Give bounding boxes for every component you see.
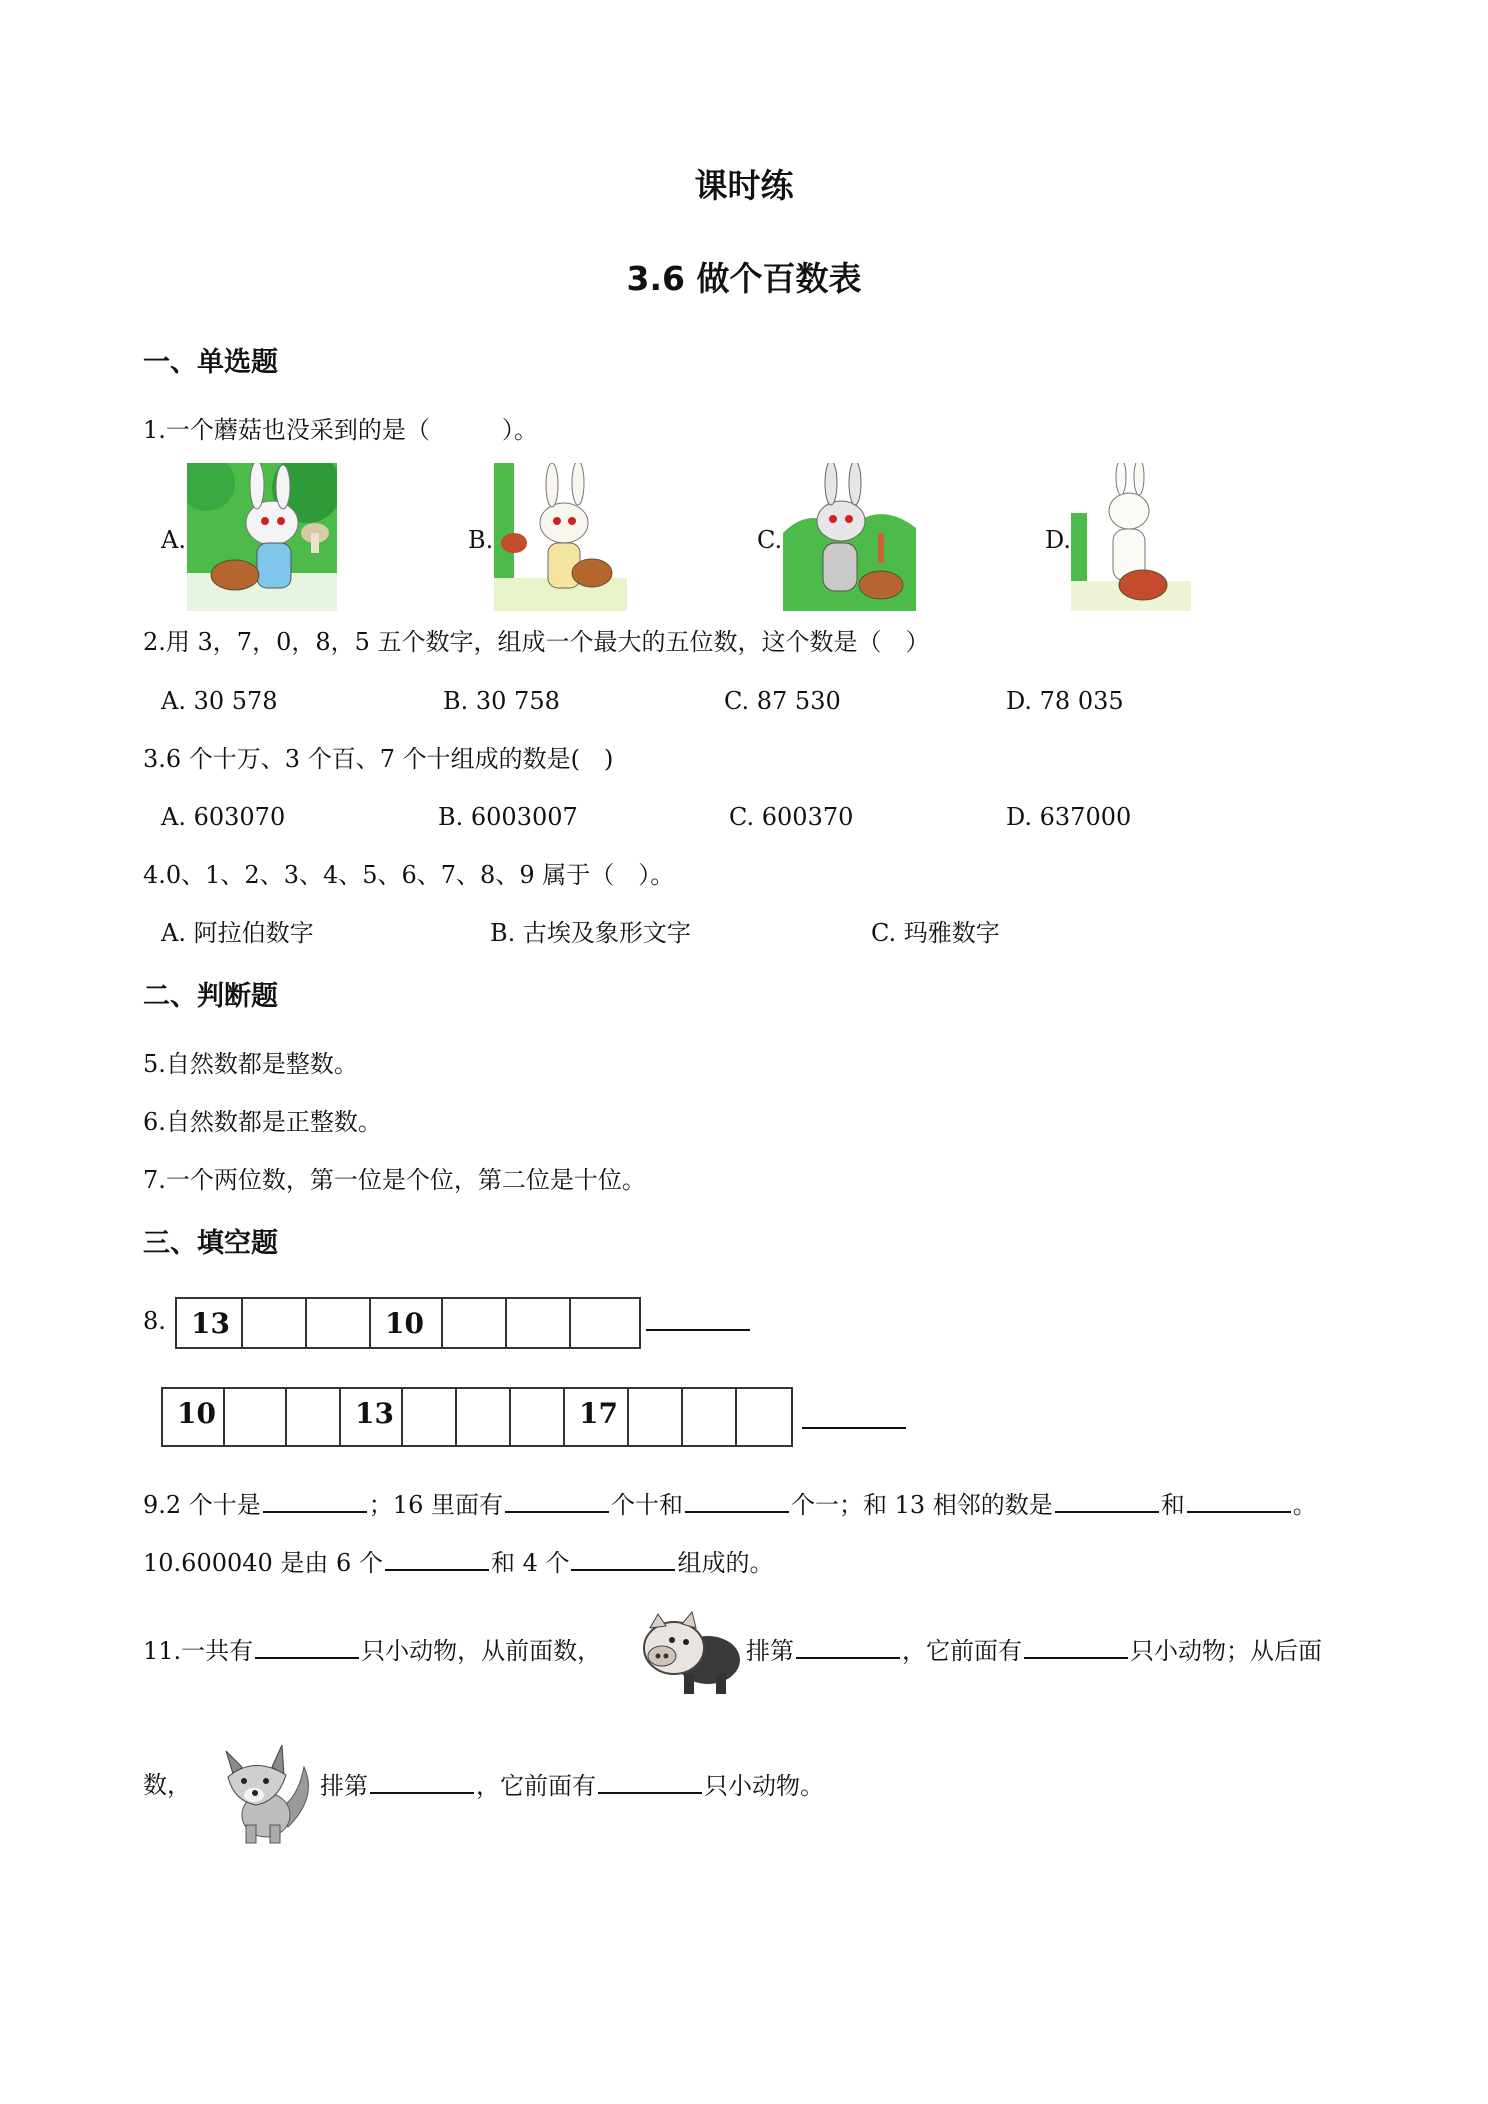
pig-picture — [636, 1608, 744, 1700]
question-2: 2.用 3，7，0，8，5 五个数字，组成一个最大的五位数，这个数是（ ） — [143, 628, 930, 656]
pig-icon — [636, 1608, 744, 1700]
question-7: 7.一个两位数，第一位是个位，第二位是十位。 — [143, 1166, 646, 1194]
q1-option-a-label: A. — [161, 526, 186, 554]
answer-blank[interactable] — [598, 1770, 702, 1794]
answer-blank[interactable] — [385, 1547, 489, 1571]
q3-option-d: D. 637000 — [1006, 803, 1132, 831]
q2-option-d: D. 78 035 — [1006, 687, 1124, 715]
answer-blank[interactable] — [1187, 1489, 1291, 1513]
q9-text: 个一；和 13 相邻的数是 — [790, 1491, 1053, 1519]
section-heading-fill-blank: 三、填空题 — [143, 1228, 278, 1259]
number-row-1 — [175, 1297, 641, 1349]
rabbit-icon — [783, 463, 916, 611]
number-row-2 — [161, 1387, 793, 1447]
answer-blank[interactable] — [571, 1547, 675, 1571]
question-10 — [143, 1547, 773, 1578]
rabbit-picture-d — [1071, 463, 1191, 611]
rabbit-picture-c — [783, 463, 916, 611]
rabbit-icon — [1071, 463, 1191, 611]
answer-blank[interactable] — [796, 1635, 900, 1659]
question-6: 6.自然数都是正整数。 — [143, 1108, 382, 1136]
question-8-label: 8. — [143, 1307, 166, 1335]
question-4: 4.0、1、2、3、4、5、6、7、8、9 属于（ ）。 — [143, 861, 675, 889]
q2-option-a: A. 30 578 — [161, 687, 278, 715]
page-title: 课时练 — [694, 166, 794, 205]
number-cell: 17 — [565, 1389, 629, 1445]
q11-text: 排第 — [746, 1637, 794, 1665]
number-cell — [287, 1389, 341, 1445]
rabbit-picture-b — [494, 463, 627, 611]
rabbit-icon — [187, 463, 337, 611]
q2-option-c: C. 87 530 — [724, 687, 841, 715]
number-cell: 10 — [163, 1389, 225, 1445]
q1-option-c-label: C. — [757, 526, 783, 554]
q2-option-b: B. 30 758 — [443, 687, 560, 715]
q4-option-c: C. 玛雅数字 — [871, 919, 1000, 947]
q9-text: 9.2 个十是 — [143, 1491, 261, 1519]
q10-text: 组成的。 — [677, 1549, 774, 1577]
q4-option-b: B. 古埃及象形文字 — [490, 919, 691, 947]
question-5: 5.自然数都是整数。 — [143, 1050, 358, 1078]
answer-blank[interactable] — [370, 1770, 474, 1794]
section-heading-single-choice: 一、单选题 — [143, 347, 278, 378]
number-cell — [225, 1389, 287, 1445]
rabbit-icon — [494, 463, 627, 611]
q11-text: 排第 — [320, 1772, 368, 1800]
q11-text: 只小动物。 — [704, 1772, 824, 1800]
q9-text: 个十和 — [610, 1491, 683, 1519]
question-3: 3.6 个十万、3 个百、7 个十组成的数是( ) — [143, 745, 614, 773]
page-subtitle: 3.6 做个百数表 — [626, 259, 862, 298]
question-11-line-1b — [746, 1635, 1322, 1666]
q8-answer-blank-2[interactable] — [802, 1427, 906, 1429]
q1-option-d-label: D. — [1045, 526, 1072, 554]
q9-text: 。 — [1292, 1491, 1317, 1519]
number-cell — [507, 1299, 571, 1347]
answer-blank[interactable] — [685, 1489, 789, 1513]
number-cell: 13 — [177, 1299, 243, 1347]
q8-answer-blank-1[interactable] — [646, 1329, 750, 1331]
answer-blank[interactable] — [505, 1489, 609, 1513]
q9-text: ；16 里面有 — [368, 1491, 503, 1519]
question-11-line-2: 数， — [143, 1771, 191, 1799]
number-cell — [571, 1299, 635, 1347]
number-cell — [243, 1299, 307, 1347]
number-cell — [683, 1389, 737, 1445]
question-11-line-1 — [143, 1635, 601, 1666]
fox-picture — [208, 1737, 318, 1847]
q4-option-a: A. 阿拉伯数字 — [161, 919, 314, 947]
q11-text: ，它前面有 — [476, 1772, 596, 1800]
section-heading-true-false: 二、判断题 — [143, 981, 278, 1012]
q11-text: 只小动物；从后面 — [1130, 1637, 1322, 1665]
answer-blank[interactable] — [1055, 1489, 1159, 1513]
q11-text: ，它前面有 — [902, 1637, 1022, 1665]
fox-icon — [208, 1737, 318, 1847]
number-cell — [457, 1389, 511, 1445]
answer-blank[interactable] — [263, 1489, 367, 1513]
q3-option-c: C. 600370 — [729, 803, 854, 831]
number-cell: 10 — [371, 1299, 443, 1347]
q11-text: 11.一共有 — [143, 1637, 254, 1665]
q3-option-b: B. 6003007 — [438, 803, 578, 831]
number-cell — [511, 1389, 565, 1445]
question-1: 1.一个蘑菇也没采到的是（ ）。 — [143, 416, 538, 444]
number-cell — [629, 1389, 683, 1445]
number-cell — [403, 1389, 457, 1445]
number-cell — [737, 1389, 791, 1445]
q9-text: 和 — [1160, 1491, 1185, 1519]
number-cell — [443, 1299, 507, 1347]
q10-text: 10.600040 是由 6 个 — [143, 1549, 383, 1577]
question-11-line-2b — [320, 1770, 824, 1801]
rabbit-picture-a — [187, 463, 337, 611]
number-cell: 13 — [341, 1389, 403, 1445]
q3-option-a: A. 603070 — [161, 803, 286, 831]
answer-blank[interactable] — [255, 1635, 359, 1659]
q1-option-b-label: B. — [468, 526, 494, 554]
question-9 — [143, 1489, 1317, 1520]
q10-text: 和 4 个 — [490, 1549, 570, 1577]
q11-text: 只小动物，从前面数， — [361, 1637, 602, 1665]
answer-blank[interactable] — [1024, 1635, 1128, 1659]
number-cell — [307, 1299, 371, 1347]
